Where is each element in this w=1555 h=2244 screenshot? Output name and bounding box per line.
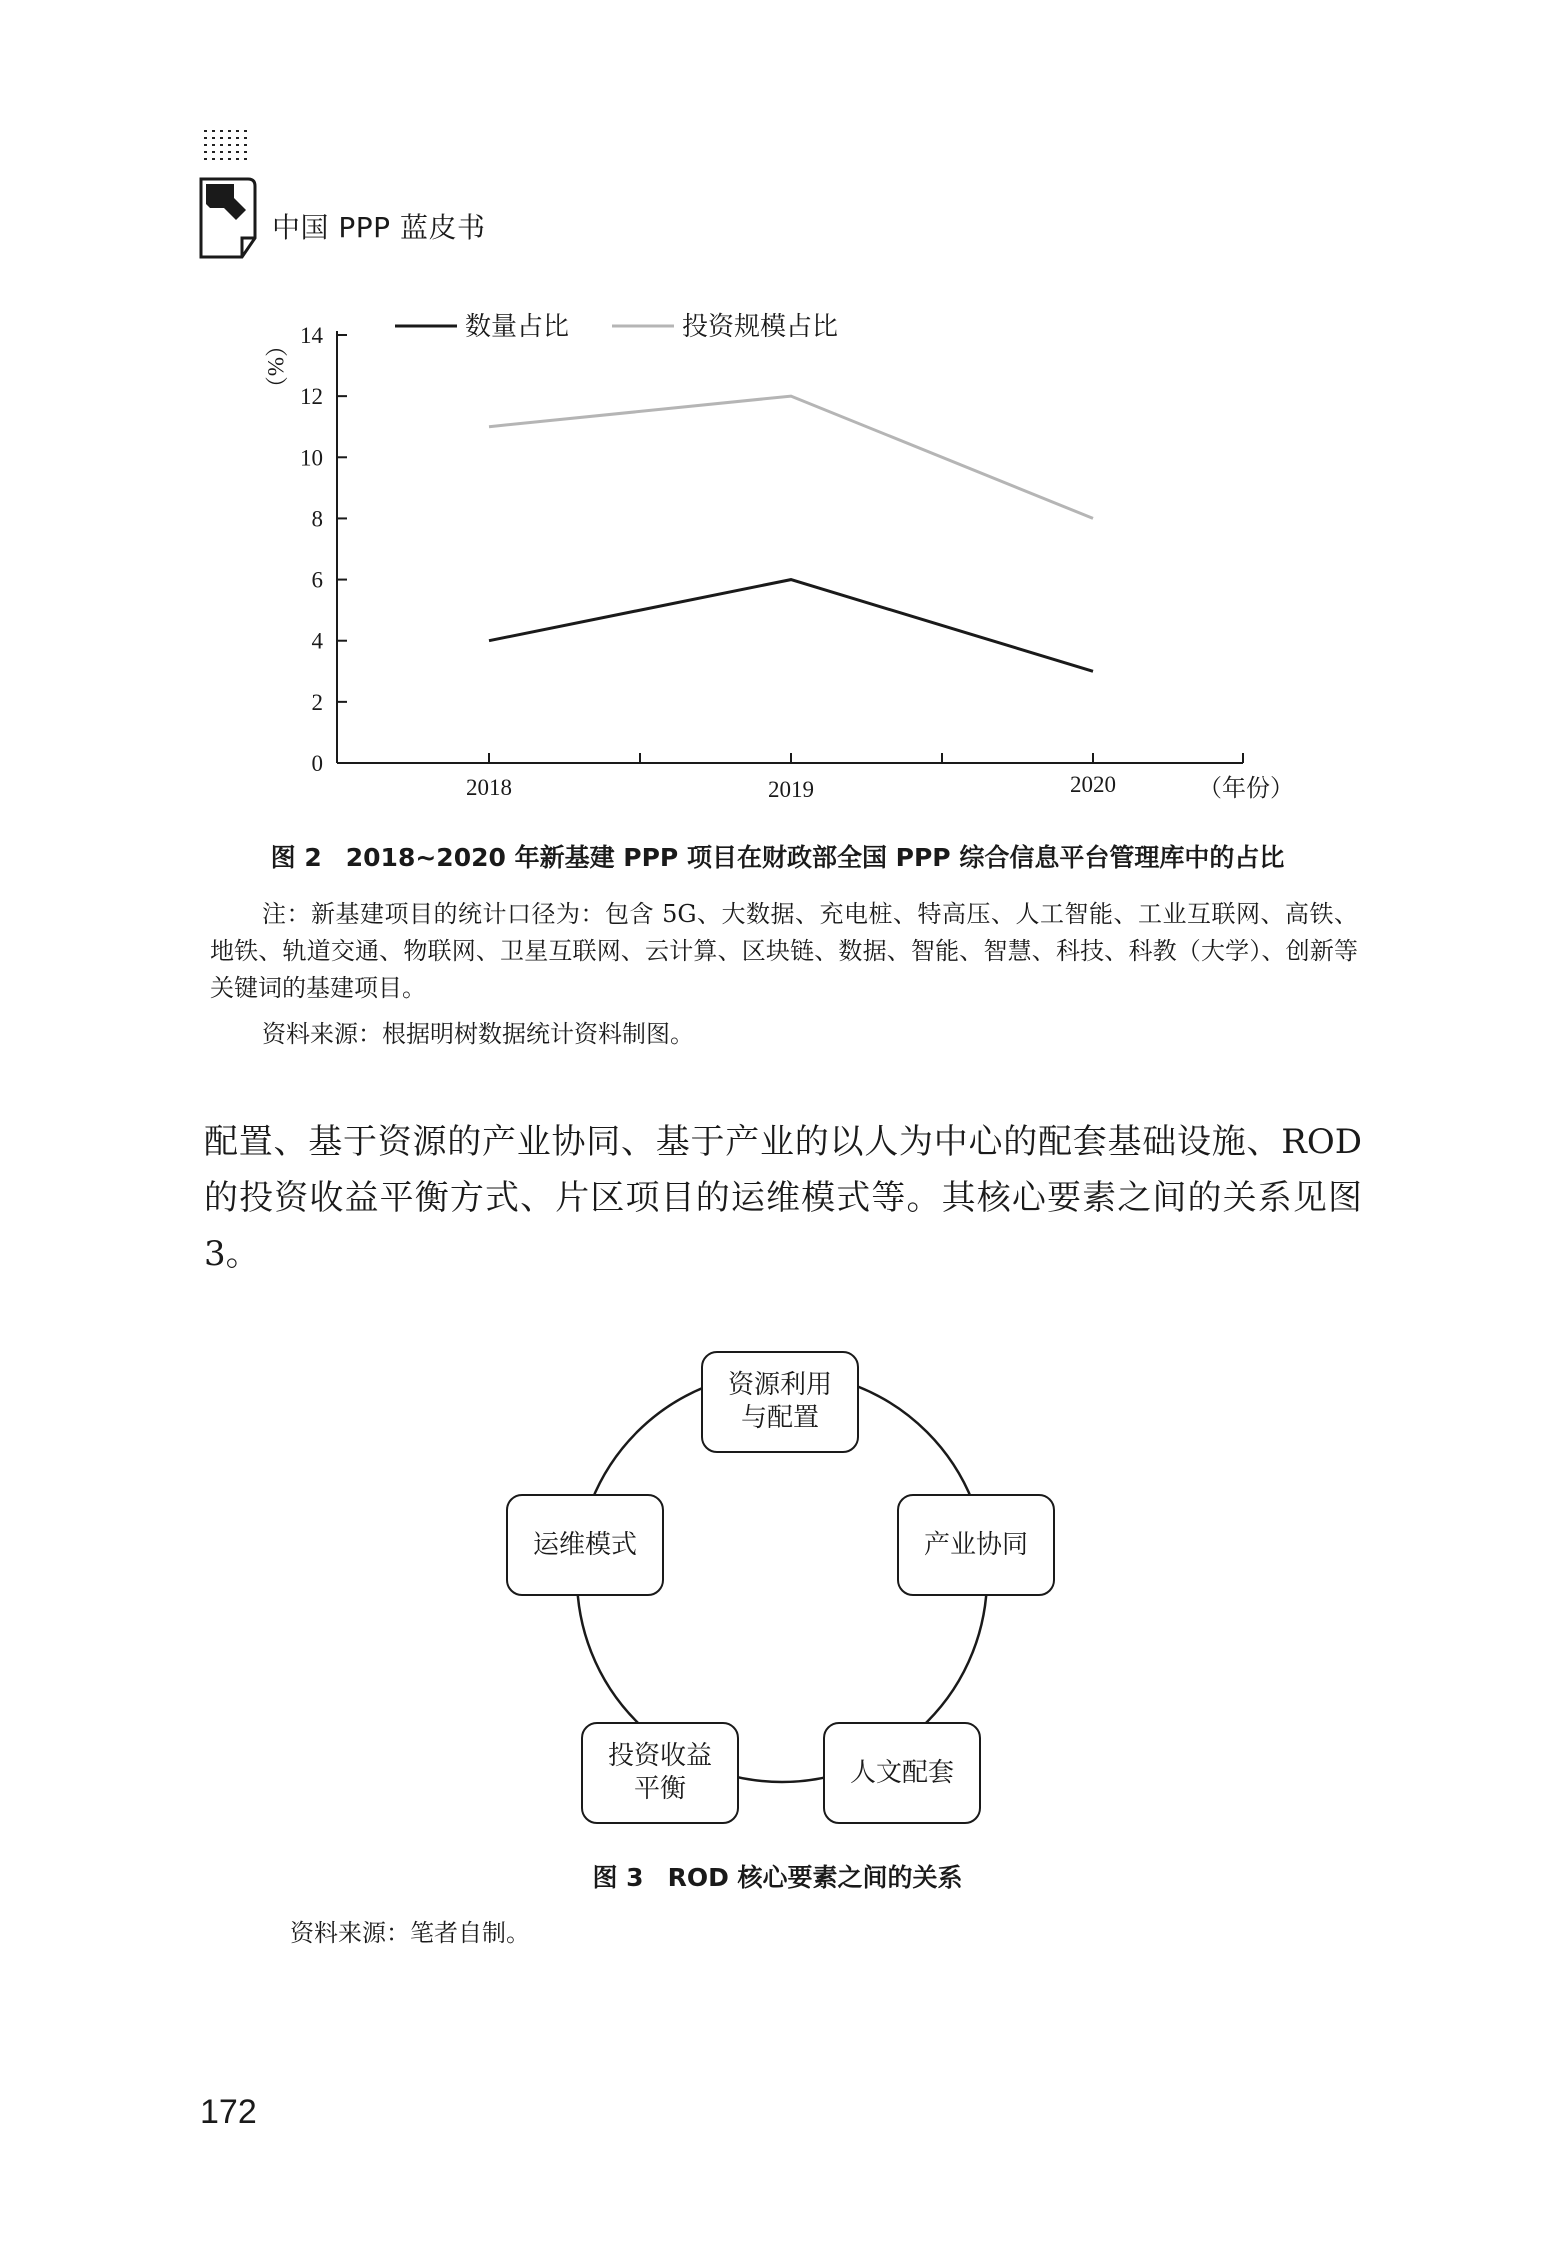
node-culture-label: 人文配套 <box>849 1757 954 1788</box>
y-tick-label: 4 <box>311 628 323 654</box>
x-axis-label: （年份） <box>1198 776 1294 802</box>
figure2-number: 图 2 <box>270 843 322 872</box>
page-number: 172 <box>200 2093 257 2131</box>
figure3-source: 资料来源：笔者自制。 <box>290 1919 530 1947</box>
legend-label: 投资规模占比 <box>682 312 839 341</box>
figure2-note-text: 注：新基建项目的统计口径为：包含 5G、大数据、充电桩、特高压、人工智能、工业互联网、高铁、地铁、轨道交通、物联网、卫星互联网、云计算、区块链、数据、智能、智慧、科技、科教（大学）、创新等关键词的基建项目。 <box>210 900 1358 1002</box>
node-resource-line1: 资源利用 <box>727 1370 832 1400</box>
node-investment-balance <box>581 1722 739 1824</box>
y-tick-label: 6 <box>311 567 323 593</box>
node-investment-line2: 平衡 <box>633 1774 686 1804</box>
node-operation-label: 运维模式 <box>532 1529 637 1560</box>
running-title: 中国 PPP 蓝皮书 <box>272 211 486 244</box>
y-tick-label: 12 <box>300 384 323 410</box>
node-resource-allocation <box>701 1351 859 1453</box>
x-tick-label: 2019 <box>768 777 814 802</box>
y-axis-label: （%） <box>263 334 288 400</box>
node-cultural-facilities <box>823 1722 981 1824</box>
figure3-caption <box>0 1858 1555 1894</box>
legend-label: 数量占比 <box>465 312 570 341</box>
node-industry-label: 产业协同 <box>923 1529 1028 1560</box>
y-tick-label: 10 <box>300 445 323 471</box>
figure3-caption-text: ROD 核心要素之间的关系 <box>667 1863 963 1892</box>
figure2-source: 资料来源：根据明树数据统计资料制图。 <box>262 1020 694 1048</box>
node-investment-line1: 投资收益 <box>607 1741 712 1771</box>
body-paragraph: 配置、基于资源的产业协同、基于产业的以人为中心的配套基础设施、ROD 的投资收益平衡方式、片区项目的运维模式等。其核心要素之间的关系见图 3。 <box>204 1122 1362 1274</box>
figure3-number: 图 3 <box>592 1863 644 1892</box>
x-tick-label: 2018 <box>466 775 512 800</box>
figure2-caption-text: 2018~2020 年新基建 PPP 项目在财政部全国 PPP 综合信息平台管理库中的占比 <box>345 843 1285 872</box>
node-operation-mode <box>506 1494 664 1596</box>
y-tick-label: 2 <box>311 689 323 715</box>
y-tick-label: 14 <box>300 323 323 348</box>
x-tick-label: 2020 <box>1070 772 1116 797</box>
node-industry-synergy <box>897 1494 1055 1596</box>
y-tick-label: 8 <box>311 506 323 532</box>
y-tick-label: 0 <box>311 751 323 776</box>
node-resource-line2: 与配置 <box>740 1403 819 1433</box>
